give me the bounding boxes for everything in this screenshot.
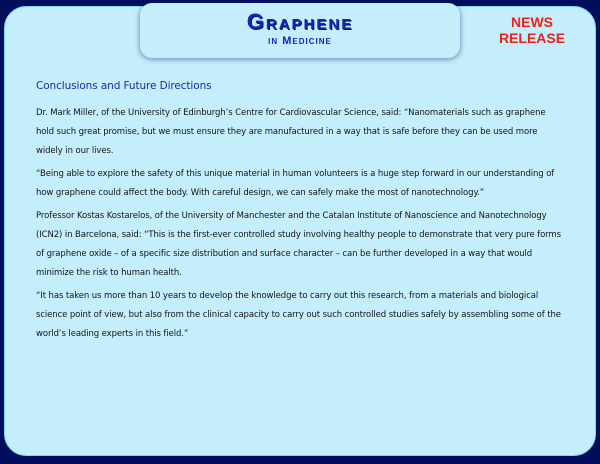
badge-line-release: RELEASE: [498, 30, 566, 46]
paragraph-kostarelos-intro: Professor Kostas Kostarelos, of the University of Manchester and the Catalan Institute of Nanoscience and Nanotechnology (ICN2) in Barcelona, said: “This is the first-ever controlled study involving healthy people to demonstrate that very pure forms of graphene oxide – of a specific size distribution and surface character – can be further developed in a way that would minimize the risk to human health.: [36, 211, 561, 278]
section-heading: Conclusions and Future Directions: [36, 80, 212, 92]
page-title: Graphene: [246, 9, 354, 34]
news-release-badge: [490, 14, 574, 46]
title-tab: [140, 3, 460, 58]
page-subtitle: in Medicine: [268, 35, 332, 47]
paragraph-miller-quote: “Being able to explore the safety of this unique material in human volunteers is a huge step forward in our understanding of how graphene could affect the body. With careful design, we can safely make the most of nanotechnology.”: [36, 169, 555, 198]
paragraph-kostarelos-quote: “It has taken us more than 10 years to develop the knowledge to carry out this research, from a materials and biological science point of view, but also from the clinical capacity to carry out such controlled studies safely by assembling some of the world’s leading experts in this field.”: [36, 291, 561, 339]
badge-line-news: NEWS: [511, 14, 553, 30]
paragraph-miller-intro: Dr. Mark Miller, of the University of Edinburgh’s Centre for Cardiovascular Science, said: “Nanomaterials such as graphene hold such great promise, but we must ensure they are manufactured in a way that is safe before they can be used more widely in our lives.: [36, 108, 546, 156]
article-body: [36, 80, 566, 348]
